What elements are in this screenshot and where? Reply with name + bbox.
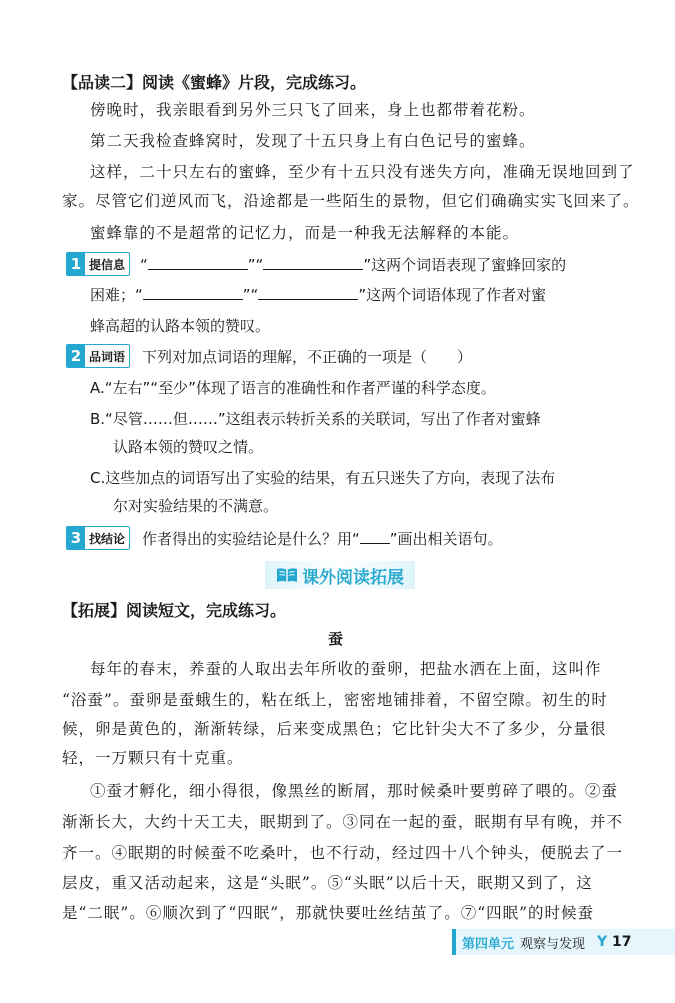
q2-stem-text: 下列对加点词语的理解，不正确的一项是（ <box>142 348 428 366</box>
article-line-6: 渐渐长大，大约十天工夫，眠期到了。③同在一起的蚕，眠期有早有晚，并不 <box>62 813 624 831</box>
page-number-value: 17 <box>612 934 632 950</box>
passage-line-4: 家。尽管它们逆风而飞，沿途都是一些陌生的景物，但它们确确实实飞回来了。 <box>62 192 640 210</box>
q1-line-1 <box>140 254 566 275</box>
passage-line-1: 傍晚时，我亲眼看到另外三只飞了回来，身上也都带着花粉。 <box>90 101 536 119</box>
footer-accent-bar <box>452 929 456 955</box>
article-line-1: 每年的春末，养蚕的人取出去年所收的蚕卵，把盐水洒在上面，这叫作 <box>90 660 602 678</box>
footer-theme: 观察与发现 <box>520 936 586 952</box>
extension-banner-text: 课外阅读拓展 <box>302 567 404 588</box>
q2-option-b-line-1: B.“尽管……但……”这组表示转折关系的关联词，写出了作者对蜜蜂 <box>90 410 541 428</box>
q2-badge <box>66 344 130 368</box>
q2-stem-close: ） <box>457 348 473 366</box>
article-title: 蚕 <box>328 630 344 648</box>
q2-label: 品词语 <box>89 349 126 364</box>
article-line-2: “浴蚕”。蚕卵是蚕蛾生的，粘在纸上，密密地铺排着，不留空隙。初生的时 <box>62 691 608 709</box>
extension-banner <box>265 561 415 589</box>
article-line-8: 层皮，重又活动起来，这是“头眠”。⑤“头眠”以后十天，眠期又到了，这 <box>62 874 593 892</box>
q1-line-2 <box>90 284 546 305</box>
q1-quote-mid: ”“ <box>247 256 264 274</box>
open-book-icon <box>276 566 298 584</box>
q2-stem <box>142 346 472 367</box>
page-prefix: Y <box>597 934 608 950</box>
q3-underline-sample <box>360 529 390 544</box>
q1-number: 1 <box>67 253 85 275</box>
passage-line-3: 这样，二十只左右的蜜蜂，至少有十五只没有迷失方向，准确无误地回到了 <box>90 163 635 181</box>
q2-option-c-line-1: C.这些加点的词语写出了实验的结果，有五只迷失了方向，表现了法布 <box>90 469 556 487</box>
q3-badge <box>66 526 130 550</box>
section2-header: 【拓展】阅读短文，完成练习。 <box>62 601 287 620</box>
q2-number: 2 <box>67 345 85 367</box>
section1-header: 【品读二】阅读《蜜蜂》片段，完成练习。 <box>62 73 367 92</box>
q1-blank-2[interactable] <box>263 255 363 270</box>
q1-quote-open: “ <box>140 256 148 274</box>
q2-option-b-line-2: 认路本领的赞叹之情。 <box>113 438 264 456</box>
q3-text-b: ”画出相关语句。 <box>389 530 503 548</box>
q3-text <box>142 528 503 549</box>
q1-blank-4[interactable] <box>258 285 358 300</box>
q3-text-a: 作者得出的实验结论是什么？用“ <box>142 530 360 548</box>
passage-line-2: 第二天我检查蜂窝时，发现了十五只身上有白色记号的蜜蜂。 <box>90 132 536 150</box>
q3-label: 找结论 <box>89 531 126 546</box>
article-line-5: ①蚕才孵化，细小得很，像黑丝的断屑，那时候桑叶要剪碎了喂的。②蚕 <box>90 782 619 800</box>
q1-blank-1[interactable] <box>148 255 248 270</box>
q1-label: 提信息 <box>89 257 126 272</box>
q3-number: 3 <box>67 527 85 549</box>
page-footer <box>452 929 675 955</box>
q1-badge <box>66 252 130 276</box>
footer-unit: 第四单元 <box>462 936 515 952</box>
q1-line-3: 蜂高超的认路本领的赞叹。 <box>90 317 271 335</box>
article-line-9: 是“二眠”。⑥顺次到了“四眠”，那就快要吐丝结茧了。⑦“四眠”的时候蚕 <box>62 904 595 922</box>
q1-line-1-tail: ”这两个词语表现了蜜蜂回家的 <box>363 256 567 274</box>
page-number <box>597 934 632 950</box>
q1-line-2-tail: ”这两个词语体现了作者对蜜 <box>358 286 547 304</box>
article-line-4: 轻，一万颗只有十克重。 <box>62 749 244 767</box>
article-line-3: 候，卵是黄色的，渐渐转绿，后来变成黑色；它比针尖大不了多少，分量很 <box>62 720 607 738</box>
q1-quote-mid-2: ”“ <box>242 286 259 304</box>
q2-option-a: A.“左右”“至少”体现了语言的准确性和作者严谨的科学态度。 <box>90 379 496 397</box>
q2-option-c-line-2: 尔对实验结果的不满意。 <box>113 497 279 515</box>
passage-line-5: 蜜蜂靠的不是超常的记忆力，而是一种我无法解释的本能。 <box>90 224 520 242</box>
q1-line-2-lead: 困难；“ <box>90 286 143 304</box>
article-line-7: 齐一。④眠期的时候蚕不吃桑叶，也不行动，经过四十八个钟头，便脱去了一 <box>62 844 624 862</box>
q1-blank-3[interactable] <box>143 285 243 300</box>
